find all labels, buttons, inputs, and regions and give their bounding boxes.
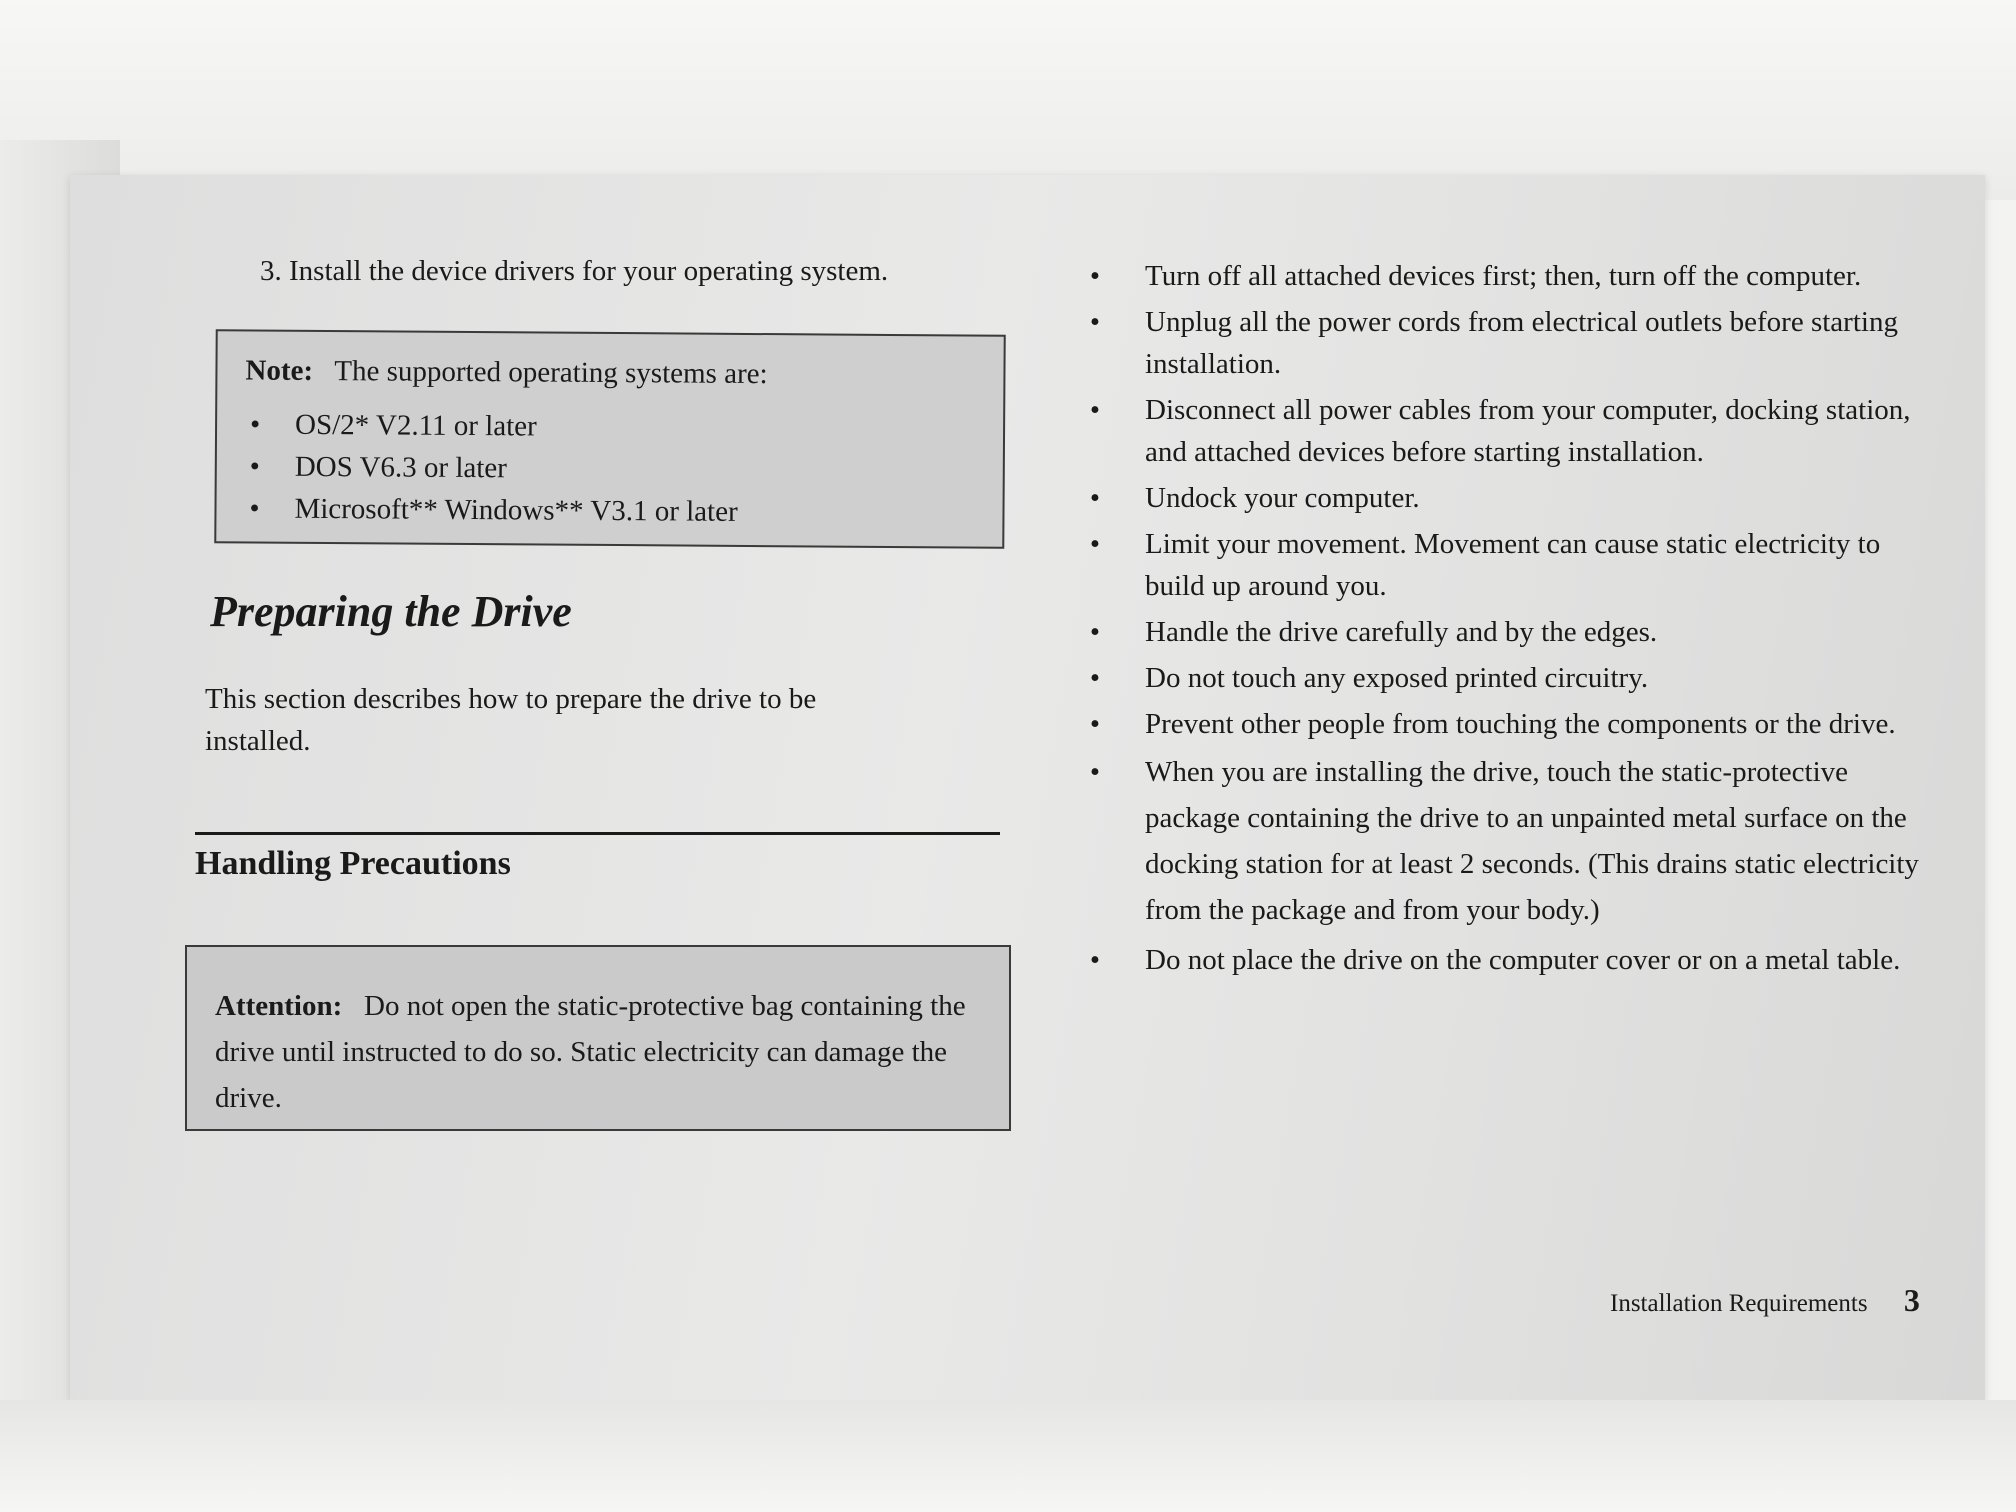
step-3: 3. Install the device drivers for your operating system. — [260, 255, 889, 287]
bullet: • — [249, 408, 261, 441]
list-item: • Disconnect all power cables from your computer, docking station, and attached devices before starting installation. — [1085, 389, 1935, 473]
os-list — [244, 403, 981, 534]
list-item: • When you are installing the drive, touch the static-protective package containing the drive to an unpainted metal surface on the docking station for at least 2 seconds. (This drains static electricity from the package and from your body.) — [1085, 749, 1935, 933]
attention-label: Attention: — [215, 990, 343, 1022]
bullet: • — [1089, 306, 1101, 338]
list-item: • OS/2* V2.11 or later — [245, 403, 981, 450]
list-item: • Handle the drive carefully and by the edges. — [1085, 611, 1935, 653]
section-title: Preparing the Drive — [210, 587, 572, 636]
bullet: • — [1089, 260, 1101, 292]
bullet: • — [1089, 616, 1101, 648]
note-heading — [245, 349, 981, 396]
horizontal-rule — [195, 832, 1000, 835]
note-label: Note: — [245, 354, 314, 387]
note-text: The supported operating systems are: — [334, 355, 768, 391]
right-column — [1085, 255, 1935, 987]
list-item: • Do not place the drive on the computer cover or on a metal table. — [1085, 937, 1935, 983]
list-item: • Turn off all attached devices first; then, turn off the computer. — [1085, 255, 1935, 297]
bullet: • — [1089, 482, 1101, 514]
bullet: • — [249, 450, 260, 483]
subsection-title: Handling Precautions — [195, 845, 511, 882]
list-item: • Undock your computer. — [1085, 477, 1935, 519]
bullet: • — [1089, 528, 1101, 560]
bullet: • — [249, 492, 260, 525]
section-description: This section describes how to prepare the drive to be installed. — [205, 683, 817, 757]
bullet: • — [1089, 394, 1101, 426]
bullet: • — [1089, 756, 1101, 788]
bullet: • — [1089, 662, 1101, 694]
list-item: • Microsoft** Windows** V3.1 or later — [244, 487, 980, 534]
background-bottom — [0, 1400, 2016, 1512]
footer-section-name: Installation Requirements — [1610, 1290, 1868, 1317]
attention-text: Do not open the static-protective bag containing the drive until instructed to do so. Static electricity can damage the drive. — [215, 990, 966, 1114]
bullet: • — [1089, 708, 1101, 740]
list-item: • Unplug all the power cords from electrical outlets before starting installation. — [1085, 301, 1935, 385]
left-column — [195, 250, 1035, 1131]
precautions-list — [1085, 255, 1935, 983]
note-box — [214, 329, 1005, 549]
page-footer — [1610, 1282, 1920, 1319]
list-item: • DOS V6.3 or later — [245, 445, 981, 492]
page-number: 3 — [1903, 1282, 1920, 1318]
list-item: • Limit your movement. Movement can cause static electricity to build up around you. — [1085, 523, 1935, 607]
bullet: • — [1089, 944, 1101, 976]
list-item: • Do not touch any exposed printed circuitry. — [1085, 657, 1935, 699]
background-top — [0, 0, 2016, 200]
list-item: • Prevent other people from touching the components or the drive. — [1085, 703, 1935, 745]
attention-box — [185, 945, 1011, 1131]
